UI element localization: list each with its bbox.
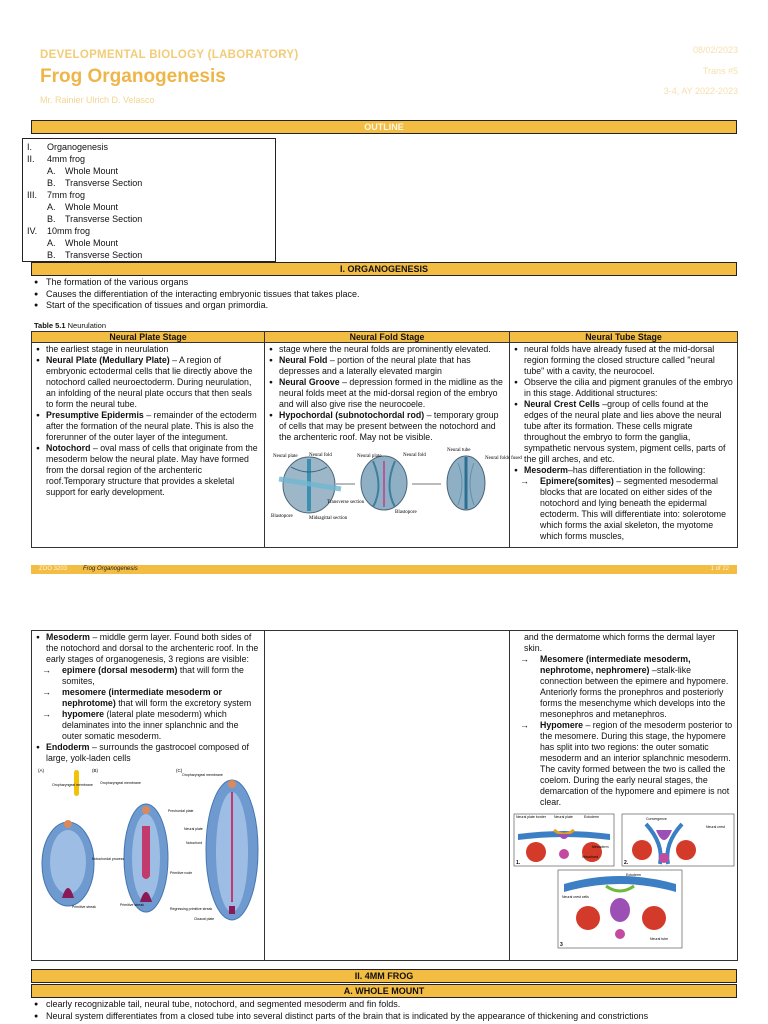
page-footer bbox=[31, 565, 737, 574]
definition: – portion of the neural plate that has depresses and a laterally elevated margin bbox=[279, 355, 471, 376]
list-item bbox=[514, 344, 734, 377]
definition: stage where the neural folds are prominently elevated. bbox=[279, 344, 491, 354]
neural-fold-cell-empty bbox=[265, 631, 510, 961]
definition: – oval mass of cells that originate from the mesoderm below the neural plate. May have formed from the dorsal region of the archenteric roof.Temporary structure that provides a skeletal support for early development. bbox=[46, 443, 258, 497]
outline-number: B. bbox=[47, 250, 56, 260]
list-item: ● Start of the specification of tissues and organ primordia. bbox=[34, 300, 360, 312]
list-item bbox=[269, 377, 506, 410]
outline-text: Whole Mount bbox=[65, 202, 119, 212]
notochord-diagram bbox=[36, 766, 260, 924]
list-item bbox=[520, 476, 734, 542]
table-header: Neural Plate Stage bbox=[32, 332, 265, 343]
page-header bbox=[0, 0, 768, 118]
list-item: ● The formation of the various organs bbox=[34, 277, 360, 289]
list-item bbox=[36, 410, 261, 443]
fig-label: Neural folds fused bbox=[485, 456, 522, 461]
list-item bbox=[36, 355, 261, 410]
fig-label: (A) bbox=[38, 768, 44, 773]
footer-code: ZOO 3203 bbox=[39, 566, 68, 572]
outline-item bbox=[23, 177, 275, 189]
fig-label: Oropharyngeal membrane bbox=[182, 773, 223, 777]
fig-label: Notochordal process bbox=[92, 857, 125, 861]
fig-label: Oropharyngeal membrane bbox=[52, 783, 93, 787]
course-name: DEVELOPMENTAL BIOLOGY (LABORATORY) bbox=[40, 49, 299, 61]
outline-text: Transverse Section bbox=[65, 214, 143, 224]
neural-crest-figure bbox=[514, 814, 734, 953]
caption-label: Table 5.1 bbox=[34, 321, 66, 330]
footer-title: Frog Organogenesis bbox=[83, 566, 138, 572]
term: Mesoderm bbox=[524, 465, 568, 475]
definition: neural folds have already fused at the mid-dorsal region forming the closed structure called "neural tube" with a cavity, the neurocoel. bbox=[524, 344, 715, 376]
definition: – segmented mesodermal blocks that are located on either sides of the notochord and lying beneath the epidermal ectoderm. This will differentiate into: solerotome which forms the axial skeleton, the myotome which forms muscles, bbox=[540, 476, 726, 541]
fig-label: (C) bbox=[176, 768, 183, 773]
definition: – A region of embryonic ectodermal cells that lie directly above the notochord called neuroectoderm. During neurulation, an infolding of the neural plate occurs that then seals to form the neural tube. bbox=[46, 355, 253, 409]
fig-label: Mesoderm bbox=[592, 845, 609, 849]
list-item bbox=[42, 709, 261, 742]
outline-number: A. bbox=[47, 202, 56, 212]
definition: that will form the excretory system bbox=[115, 698, 252, 708]
outline-number: B. bbox=[47, 214, 56, 224]
germ-layer-figure bbox=[36, 766, 261, 927]
term: Mesoderm bbox=[46, 632, 90, 642]
neural-fold-figure bbox=[269, 447, 522, 526]
definition: that will form the somites, bbox=[62, 665, 244, 686]
neural-tube-cell bbox=[510, 631, 738, 961]
term: Notochord bbox=[46, 443, 91, 453]
term: Hypomere bbox=[540, 720, 584, 730]
outline-text: Whole Mount bbox=[65, 166, 119, 176]
panel-1 bbox=[514, 814, 614, 866]
fig-label: Regressing primitive streak bbox=[170, 907, 213, 911]
page-title: Frog Organogenesis bbox=[40, 66, 226, 87]
definition: (lateral plate mesoderm) which delaminates into the inner splanchnic and the outer somatic mesoderm. bbox=[62, 709, 239, 741]
outline-box bbox=[22, 138, 276, 262]
embryo-3 bbox=[447, 456, 485, 510]
outline-text: Transverse Section bbox=[65, 178, 143, 188]
list-item bbox=[42, 665, 261, 687]
organogenesis-bullets bbox=[34, 277, 360, 312]
list-item: ● Causes the differentiation of the interacting embryonic tissues that takes place. bbox=[34, 289, 360, 301]
term: epimere (dorsal mesoderm) bbox=[62, 665, 178, 675]
fig-label: Transverse section bbox=[327, 500, 365, 505]
term: mesomere (intermediate mesoderm or nephrotome) bbox=[62, 687, 222, 708]
fig-label: Neural plate bbox=[273, 454, 298, 459]
neurulation-diagram bbox=[269, 447, 522, 523]
outline-number: II. bbox=[27, 154, 35, 164]
embryo-2 bbox=[361, 456, 407, 510]
fig-label: Convergence bbox=[646, 817, 667, 821]
term: Endoderm bbox=[46, 742, 90, 752]
fig-label: Notochord bbox=[582, 855, 599, 859]
header-trans: Trans #5 bbox=[702, 66, 738, 76]
fig-label: Prechordal plate bbox=[168, 809, 194, 813]
section-heading-4mm: II. 4MM FROG bbox=[31, 969, 737, 983]
neural-plate-cell bbox=[32, 631, 265, 961]
outline-number: A. bbox=[47, 166, 56, 176]
list-item: ● clearly recognizable tail, neural tube, notochord, and segmented mesoderm and fin folds. bbox=[34, 999, 648, 1011]
fig-label: Neural fold bbox=[309, 453, 332, 458]
fig-label: Primitive streak bbox=[72, 905, 96, 909]
fig-label: Neural plate bbox=[184, 827, 203, 831]
embryo-c bbox=[206, 780, 258, 920]
definition: Observe the cilia and pigment granules of the embryo in this stage. Additional structures: bbox=[524, 377, 733, 398]
fig-label: Oropharyngeal membrane bbox=[100, 781, 141, 785]
definition: – depression formed in the midline as the neural folds meet at the mid-dorsal region of the embryo and will also give rise the neurocoele. bbox=[279, 377, 503, 409]
table-header: Neural Tube Stage bbox=[510, 332, 738, 343]
fig-label: Primitive node bbox=[170, 871, 193, 875]
outline-text: 10mm frog bbox=[47, 226, 91, 236]
neurulation-table bbox=[31, 331, 738, 548]
term: Hypochordal (subnotochordal rod) bbox=[279, 410, 425, 420]
term: Neural Plate (Medullary Plate) bbox=[46, 355, 170, 365]
embryo-a bbox=[42, 820, 94, 906]
caption-text: Neurulation bbox=[65, 321, 106, 330]
outline-item bbox=[23, 249, 275, 261]
outline-heading: OUTLINE bbox=[31, 120, 737, 134]
footer-page: 1 of 22 bbox=[710, 566, 729, 572]
fig-label: (B) bbox=[92, 768, 98, 773]
outline-number: I. bbox=[27, 142, 33, 152]
list-item bbox=[269, 355, 506, 377]
list-item bbox=[520, 654, 734, 720]
definition: – surrounds the gastrocoel composed of large, yolk-laden cells bbox=[46, 742, 249, 763]
neural-tube-cell bbox=[510, 343, 738, 548]
fig-label: Neural plate bbox=[554, 815, 573, 819]
outline-number: III. bbox=[27, 190, 38, 200]
panel-number: 1. bbox=[516, 860, 521, 866]
term: Neural Fold bbox=[279, 355, 328, 365]
panel-number: 2. bbox=[624, 860, 629, 866]
outline-item bbox=[23, 225, 275, 237]
outline-text: Whole Mount bbox=[65, 238, 119, 248]
fig-label: Midsagittal section bbox=[309, 516, 348, 521]
term: Presumptive Epidermis bbox=[46, 410, 144, 420]
term: Neural Groove bbox=[279, 377, 340, 387]
fig-label: Neural tube bbox=[650, 937, 669, 941]
list-item bbox=[269, 410, 506, 443]
fig-label: Neural plate border bbox=[516, 815, 546, 819]
definition: – remainder of the ectoderm after the formation of the neural plate. This is also the forerunner of the outer layer of the integument. bbox=[46, 410, 257, 442]
definition: – middle germ layer. Found both sides of the notochord and dorsal to the archenteric roof. In the early stages of organogenesis, 3 regions are visible: bbox=[46, 632, 259, 664]
term: Neural Crest Cells bbox=[524, 399, 600, 409]
definition: –has differentiation in the following: bbox=[568, 465, 706, 475]
definition: and the dermatome which forms the dermal layer skin. bbox=[524, 632, 716, 653]
neural-crest-diagram bbox=[514, 814, 734, 950]
fig-label: Neural fold bbox=[403, 453, 426, 458]
term: Epimere(somites) bbox=[540, 476, 614, 486]
definition: the earliest stage in neurulation bbox=[46, 344, 169, 354]
list-item bbox=[514, 465, 734, 476]
outline-item bbox=[23, 201, 275, 213]
list-item bbox=[514, 632, 734, 654]
header-date: 08/02/2023 bbox=[692, 45, 738, 55]
list-item bbox=[42, 687, 261, 709]
fig-label: Blastopore bbox=[395, 510, 417, 515]
neural-plate-cell bbox=[32, 343, 265, 548]
author-name: Mr. Rainier Ulrich D. Velasco bbox=[40, 95, 155, 105]
table-header: Neural Fold Stage bbox=[265, 332, 510, 343]
panel-3 bbox=[558, 870, 682, 948]
list-item bbox=[520, 720, 734, 808]
fig-label: Neural crest bbox=[706, 825, 725, 829]
list-item bbox=[36, 443, 261, 498]
list-item bbox=[36, 632, 261, 665]
fig-label: Neural crest cells bbox=[562, 895, 589, 899]
fig-label: Neural plate bbox=[357, 454, 382, 459]
fig-label: Neural tube bbox=[447, 448, 471, 453]
outline-item bbox=[23, 141, 275, 153]
fig-label: Ectoderm bbox=[626, 873, 641, 877]
definition: –group of cells found at the edges of the neural plate and lies above the neural tube after its formation. These cells migrate throughout the embryo to form the ganglia, sympathetic nervous system, pigment cells, parts of the gill arches, and etc. bbox=[524, 399, 726, 464]
outline-text: Transverse Section bbox=[65, 250, 143, 260]
list-item bbox=[36, 742, 261, 764]
table-caption bbox=[34, 321, 106, 330]
fig-label: Cloacal plate bbox=[194, 917, 215, 921]
fig-label: Ectoderm bbox=[584, 815, 599, 819]
section2-bullets bbox=[34, 999, 648, 1022]
outline-number: IV. bbox=[27, 226, 38, 236]
fig-label: Primitive streak bbox=[120, 903, 144, 907]
list-item bbox=[514, 377, 734, 399]
outline-text: 7mm frog bbox=[47, 190, 86, 200]
definition: –stalk-like connection between the epimere and hypomere. Anteriorly forms the pronephros and posteriorly forms the mesenchyme which develops into the mesonephros and metanephros. bbox=[540, 665, 729, 719]
term: Mesomere (intermediate mesoderm, nephrotome, nephromere) bbox=[540, 654, 691, 675]
fig-label: Notochord bbox=[186, 841, 203, 845]
neural-fold-cell bbox=[265, 343, 522, 548]
fig-label: Blastopore bbox=[271, 514, 293, 519]
outline-item bbox=[23, 213, 275, 225]
outline-text: Organogenesis bbox=[47, 142, 109, 152]
panel-number: 3 bbox=[560, 942, 563, 948]
outline-item bbox=[23, 153, 275, 165]
outline-number: B. bbox=[47, 178, 56, 188]
list-item bbox=[514, 399, 734, 465]
header-term: 3-4, AY 2022-2023 bbox=[663, 86, 738, 96]
list-item bbox=[269, 344, 506, 355]
outline-number: A. bbox=[47, 238, 56, 248]
outline-text: 4mm frog bbox=[47, 154, 86, 164]
outline-item bbox=[23, 237, 275, 249]
list-item: ● Neural system differentiates from a closed tube into several distinct parts of the brain that is indicated by the appearance of thickening and constrictions bbox=[34, 1011, 648, 1023]
panel-2 bbox=[622, 814, 734, 866]
embryo-b bbox=[124, 804, 168, 912]
outline-item bbox=[23, 165, 275, 177]
list-item bbox=[36, 344, 261, 355]
subsection-heading-whole-mount: A. WHOLE MOUNT bbox=[31, 984, 737, 998]
neurulation-table-continued bbox=[31, 630, 738, 961]
outline-item bbox=[23, 189, 275, 201]
section-heading-organogenesis: I. ORGANOGENESIS bbox=[31, 262, 737, 276]
definition: – temporary group of cells that may be present between the notochord and the archenteric roof. May not be visible. bbox=[279, 410, 499, 442]
term: hypomere bbox=[62, 709, 105, 719]
definition: – region of the mesoderm posterior to the mesomere. During this stage, the hypomere has split into two regions: the outer somatic mesoderm and an interior splanchnic mesoderm. The cavity formed between the two is called the coelom. During the early neural stages, the demarcation of the hypomere and epimere is not clear. bbox=[540, 720, 733, 807]
